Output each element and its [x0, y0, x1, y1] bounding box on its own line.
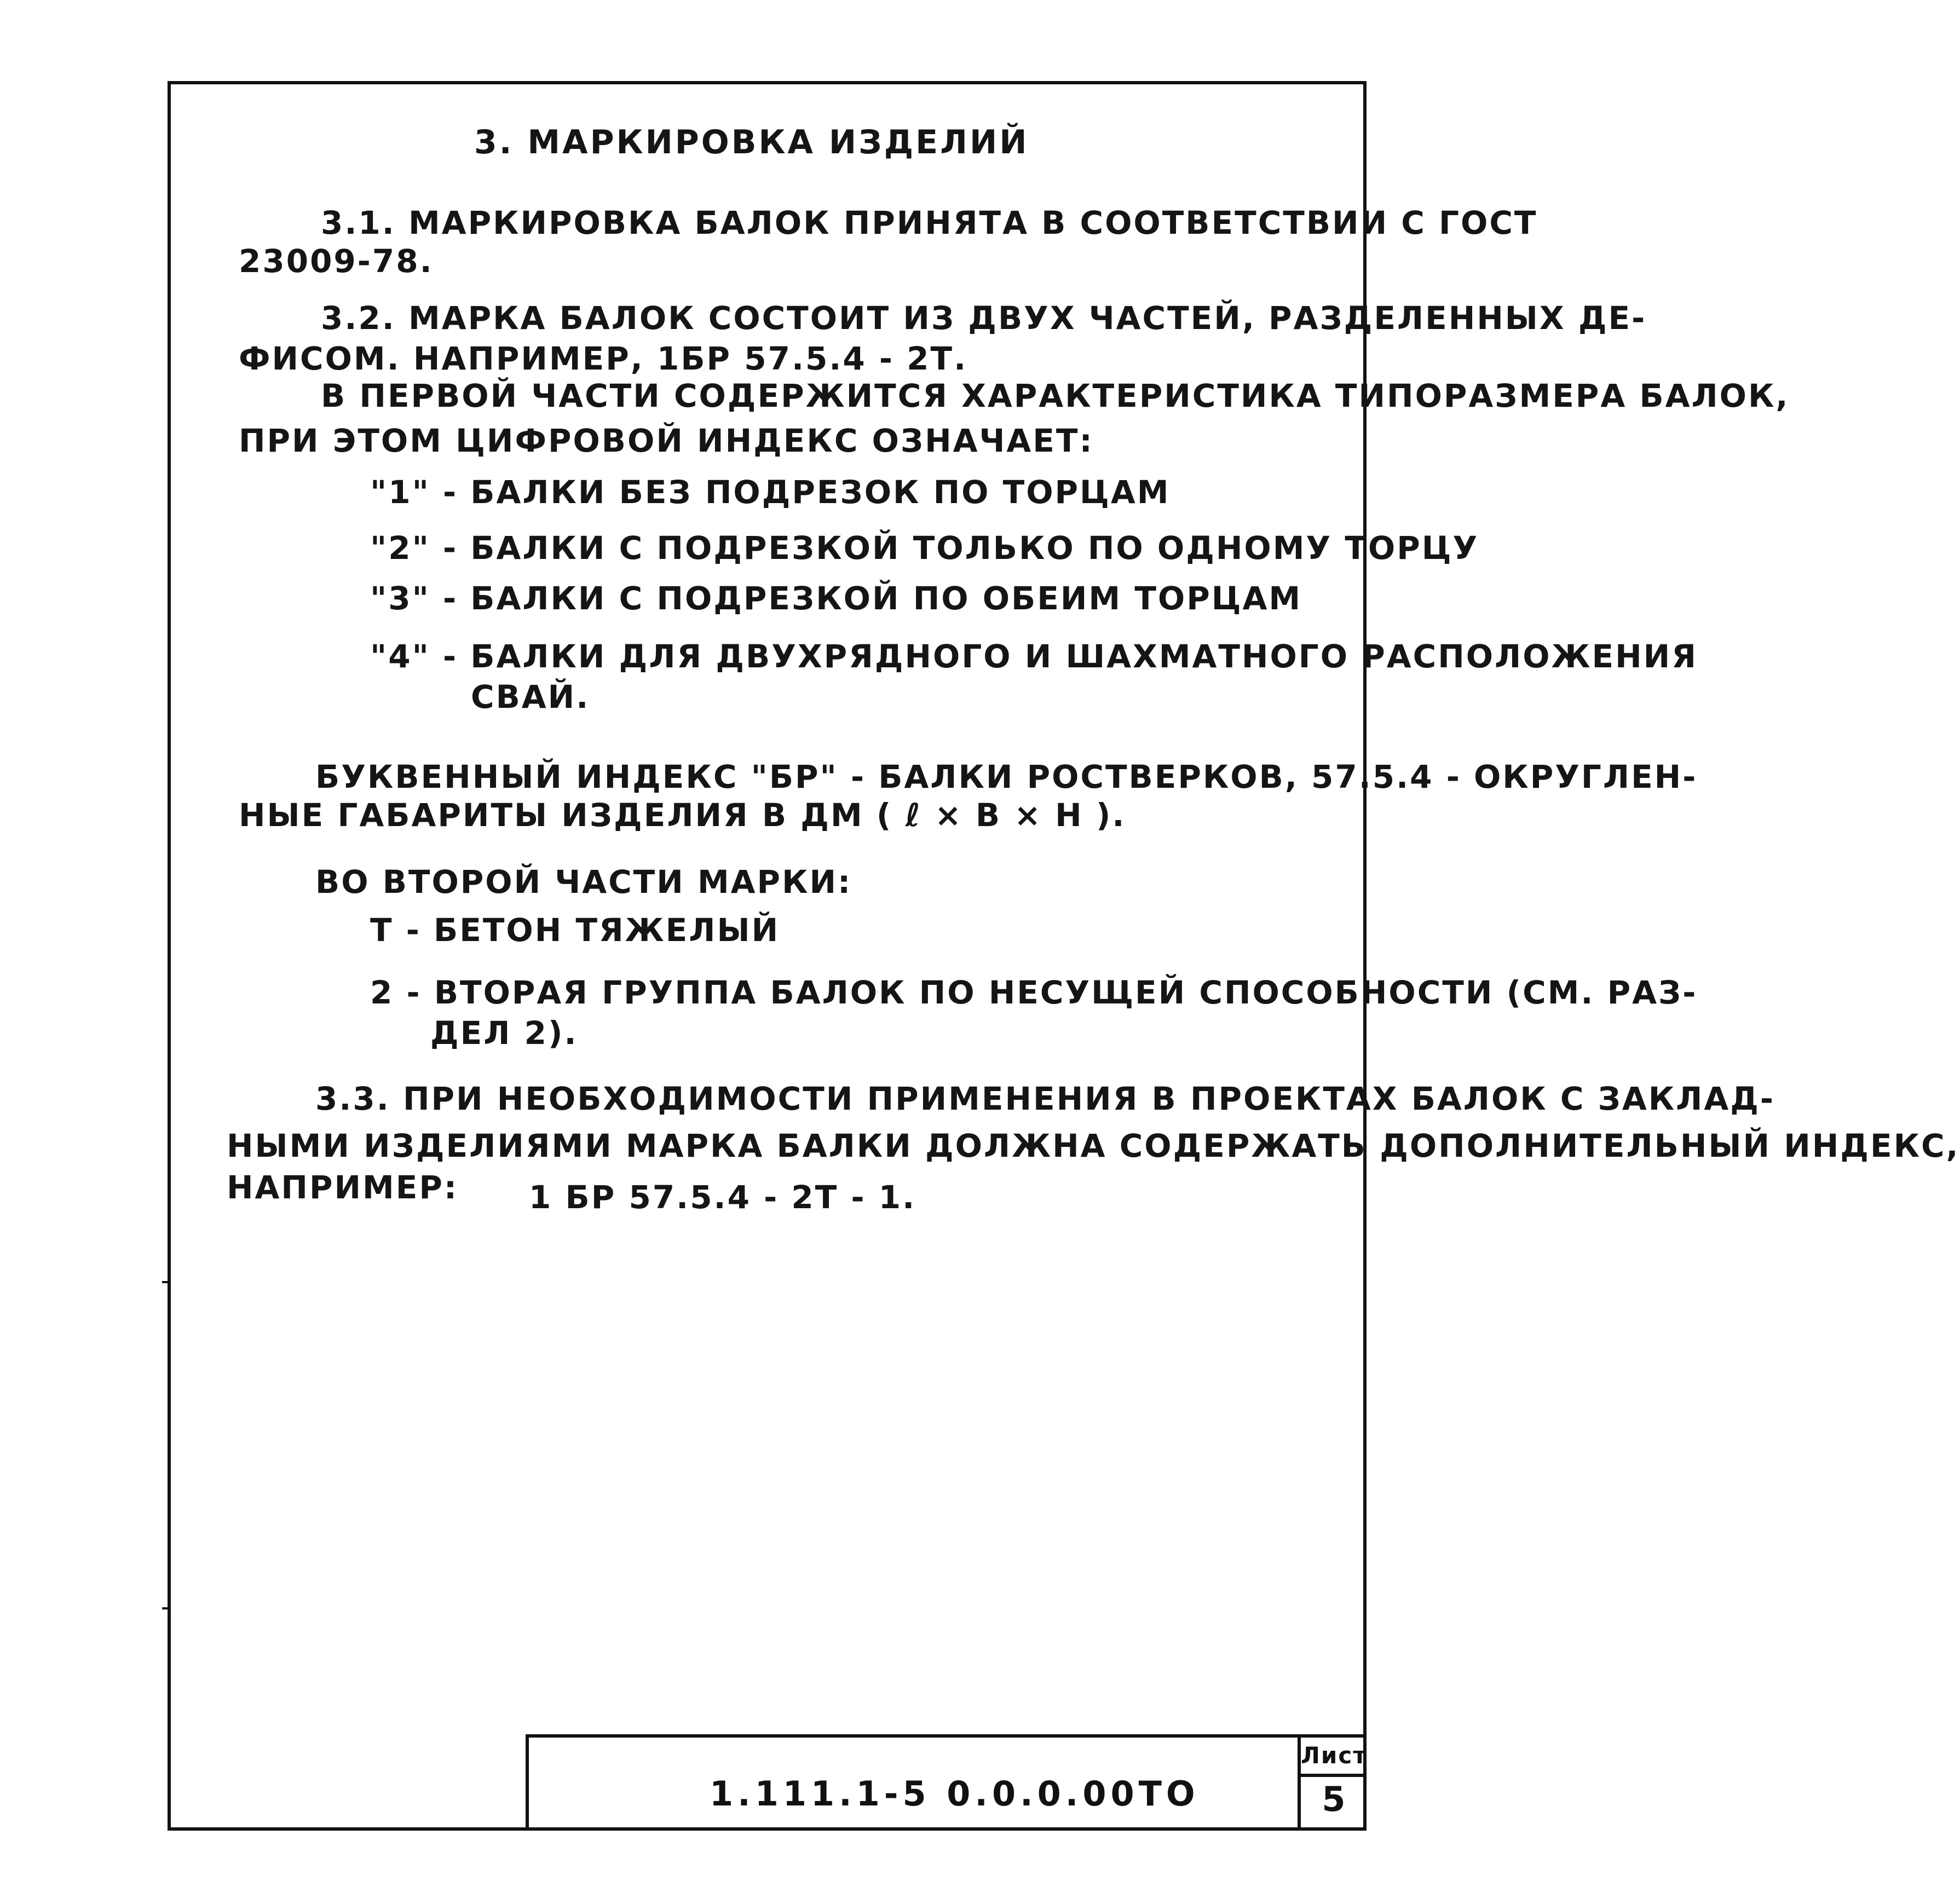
- margin-tick: [162, 1607, 168, 1609]
- index-1-line: "1" - БАЛКИ БЕЗ ПОДРЕЗОК ПО ТОРЦАМ: [370, 474, 1171, 511]
- paragraph-3-2-line-2: ФИСОМ. НАПРИМЕР, 1БР 57.5.4 - 2Т.: [239, 340, 968, 377]
- second-part-heading: ВО ВТОРОЙ ЧАСТИ МАРКИ:: [315, 863, 852, 901]
- index-4-line-2: СВАЙ.: [471, 678, 590, 716]
- group-line-2: ДЕЛ 2).: [430, 1014, 578, 1052]
- sheet-number-cell: [1298, 1738, 1367, 1831]
- index-2-line: "2" - БАЛКИ С ПОДРЕЗКОЙ ТОЛЬКО ПО ОДНОМУ ТОРЦУ: [370, 529, 1479, 567]
- paragraph-3-3-example: 1 БР 57.5.4 - 2Т - 1.: [529, 1179, 916, 1216]
- paragraph-3-3-line-1: 3.3. ПРИ НЕОБХОДИМОСТИ ПРИМЕНЕНИЯ В ПРОЕКТАХ БАЛОК С ЗАКЛАД-: [315, 1080, 1775, 1117]
- document-designation: 1.111.1-5 0.0.0.00ТО: [710, 1774, 1200, 1814]
- paragraph-3-3-line-2: НЫМИ ИЗДЕЛИЯМИ МАРКА БАЛКИ ДОЛЖНА СОДЕРЖАТЬ ДОПОЛНИТЕЛЬНЫЙ ИНДЕКС,: [227, 1127, 1960, 1164]
- paragraph-3-1-line-2: 23009-78.: [239, 243, 434, 280]
- index-3-line: "3" - БАЛКИ С ПОДРЕЗКОЙ ПО ОБЕИМ ТОРЦАМ: [370, 580, 1302, 617]
- index-4-line-1: "4" - БАЛКИ ДЛЯ ДВУХРЯДНОГО И ШАХМАТНОГО РАСПОЛОЖЕНИЯ: [370, 638, 1698, 675]
- paragraph-3-2-line-1: 3.2. МАРКА БАЛОК СОСТОИТ ИЗ ДВУХ ЧАСТЕЙ, РАЗДЕЛЕННЫХ ДЕ-: [321, 299, 1647, 337]
- paragraph-3-1-line-1: 3.1. МАРКИРОВКА БАЛОК ПРИНЯТА В СООТВЕТСТВИИ С ГОСТ: [321, 204, 1538, 241]
- section-title: 3. МАРКИРОВКА ИЗДЕЛИЙ: [474, 123, 1029, 161]
- margin-tick: [162, 1281, 168, 1283]
- sheet-number: 5: [1322, 1779, 1346, 1819]
- paragraph-3-2-line-3: В ПЕРВОЙ ЧАСТИ СОДЕРЖИТСЯ ХАРАКТЕРИСТИКА ТИПОРАЗМЕРА БАЛОК,: [321, 377, 1790, 414]
- concrete-type-line: Т - БЕТОН ТЯЖЕЛЫЙ: [370, 911, 780, 949]
- sheet-label: Лист: [1301, 1738, 1367, 1777]
- paragraph-3-2-line-4: ПРИ ЭТОМ ЦИФРОВОЙ ИНДЕКС ОЗНАЧАЕТ:: [239, 422, 1094, 459]
- paragraph-3-3-line-3-label: НАПРИМЕР:: [227, 1169, 459, 1206]
- title-block: [526, 1734, 1367, 1831]
- letter-index-line-2: НЫЕ ГАБАРИТЫ ИЗДЕЛИЯ В ДМ ( ℓ × B × H ).: [239, 797, 1126, 834]
- letter-index-line-1: БУКВЕННЫЙ ИНДЕКС "БР" - БАЛКИ РОСТВЕРКОВ, 57.5.4 - ОКРУГЛЕН-: [315, 758, 1698, 795]
- group-line-1: 2 - ВТОРАЯ ГРУППА БАЛОК ПО НЕСУЩЕЙ СПОСОБНОСТИ (СМ. РАЗ-: [370, 974, 1698, 1011]
